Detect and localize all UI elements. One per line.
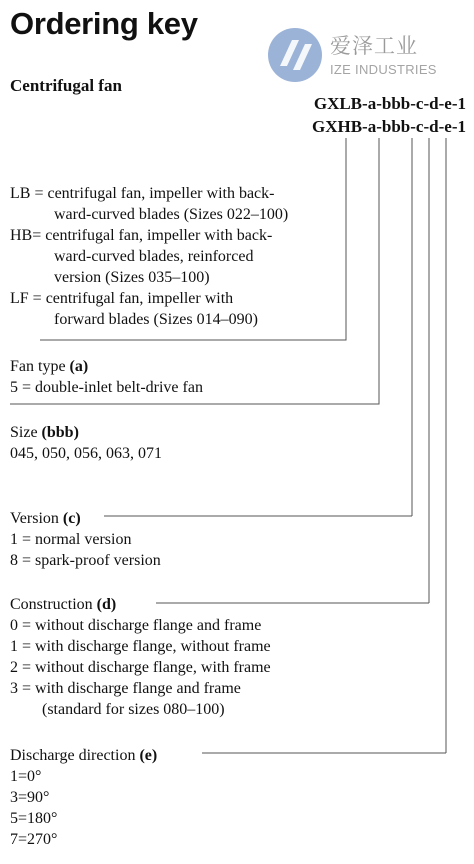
size-heading: Size (bbb) xyxy=(10,424,79,441)
desc-hb-line-2: ward-curved blades, reinforced xyxy=(54,248,254,265)
size-item: 045, 050, 056, 063, 071 xyxy=(10,445,162,462)
fan-type-item: 5 = double-inlet belt-drive fan xyxy=(10,379,203,396)
discharge-section xyxy=(10,745,157,850)
desc-lb-line-2: ward-curved blades (Sizes 022–100) xyxy=(54,206,289,223)
construction-item: 1 = with discharge flange, without frame xyxy=(10,638,271,655)
version-item: 8 = spark-proof version xyxy=(10,552,161,569)
page-title: Ordering key xyxy=(10,6,198,41)
fan-type-heading: Fan type (a) xyxy=(10,358,89,375)
prefix-descriptions xyxy=(10,183,288,330)
discharge-heading: Discharge direction (e) xyxy=(10,747,158,764)
version-section xyxy=(10,508,161,571)
desc-lb-line-1: LB = centrifugal fan, impeller with back- xyxy=(10,185,275,202)
construction-note: (standard for sizes 080–100) xyxy=(42,701,225,718)
construction-heading: Construction (d) xyxy=(10,596,117,613)
discharge-item: 5=180° xyxy=(10,810,58,827)
construction-item: 0 = without discharge flange and frame xyxy=(10,617,262,634)
version-heading: Version (c) xyxy=(10,510,81,527)
construction-section xyxy=(10,594,271,720)
discharge-item: 1=0° xyxy=(10,768,42,785)
discharge-item: 7=270° xyxy=(10,831,58,848)
version-item: 1 = normal version xyxy=(10,531,132,548)
desc-hb-line-3: version (Sizes 035–100) xyxy=(54,269,210,286)
fan-type-section xyxy=(10,356,203,398)
watermark-chinese: 爱泽工业 xyxy=(330,34,418,58)
code-line-1: GXLB-a-bbb-c-d-e-1 xyxy=(313,94,466,113)
discharge-item: 3=90° xyxy=(10,789,50,806)
desc-lf-line-2: forward blades (Sizes 014–090) xyxy=(54,311,258,328)
construction-item: 3 = with discharge flange and frame xyxy=(10,680,241,697)
desc-lf-line-1: LF = centrifugal fan, impeller with xyxy=(10,290,234,307)
desc-hb-line-1: HB= centrifugal fan, impeller with back- xyxy=(10,227,273,244)
construction-item: 2 = without discharge flange, with frame xyxy=(10,659,271,676)
watermark-english: IZE INDUSTRIES xyxy=(330,62,437,77)
subtitle: Centrifugal fan xyxy=(10,76,122,95)
size-section xyxy=(10,422,162,464)
code-line-2: GXHB-a-bbb-c-d-e-1 xyxy=(311,117,466,136)
